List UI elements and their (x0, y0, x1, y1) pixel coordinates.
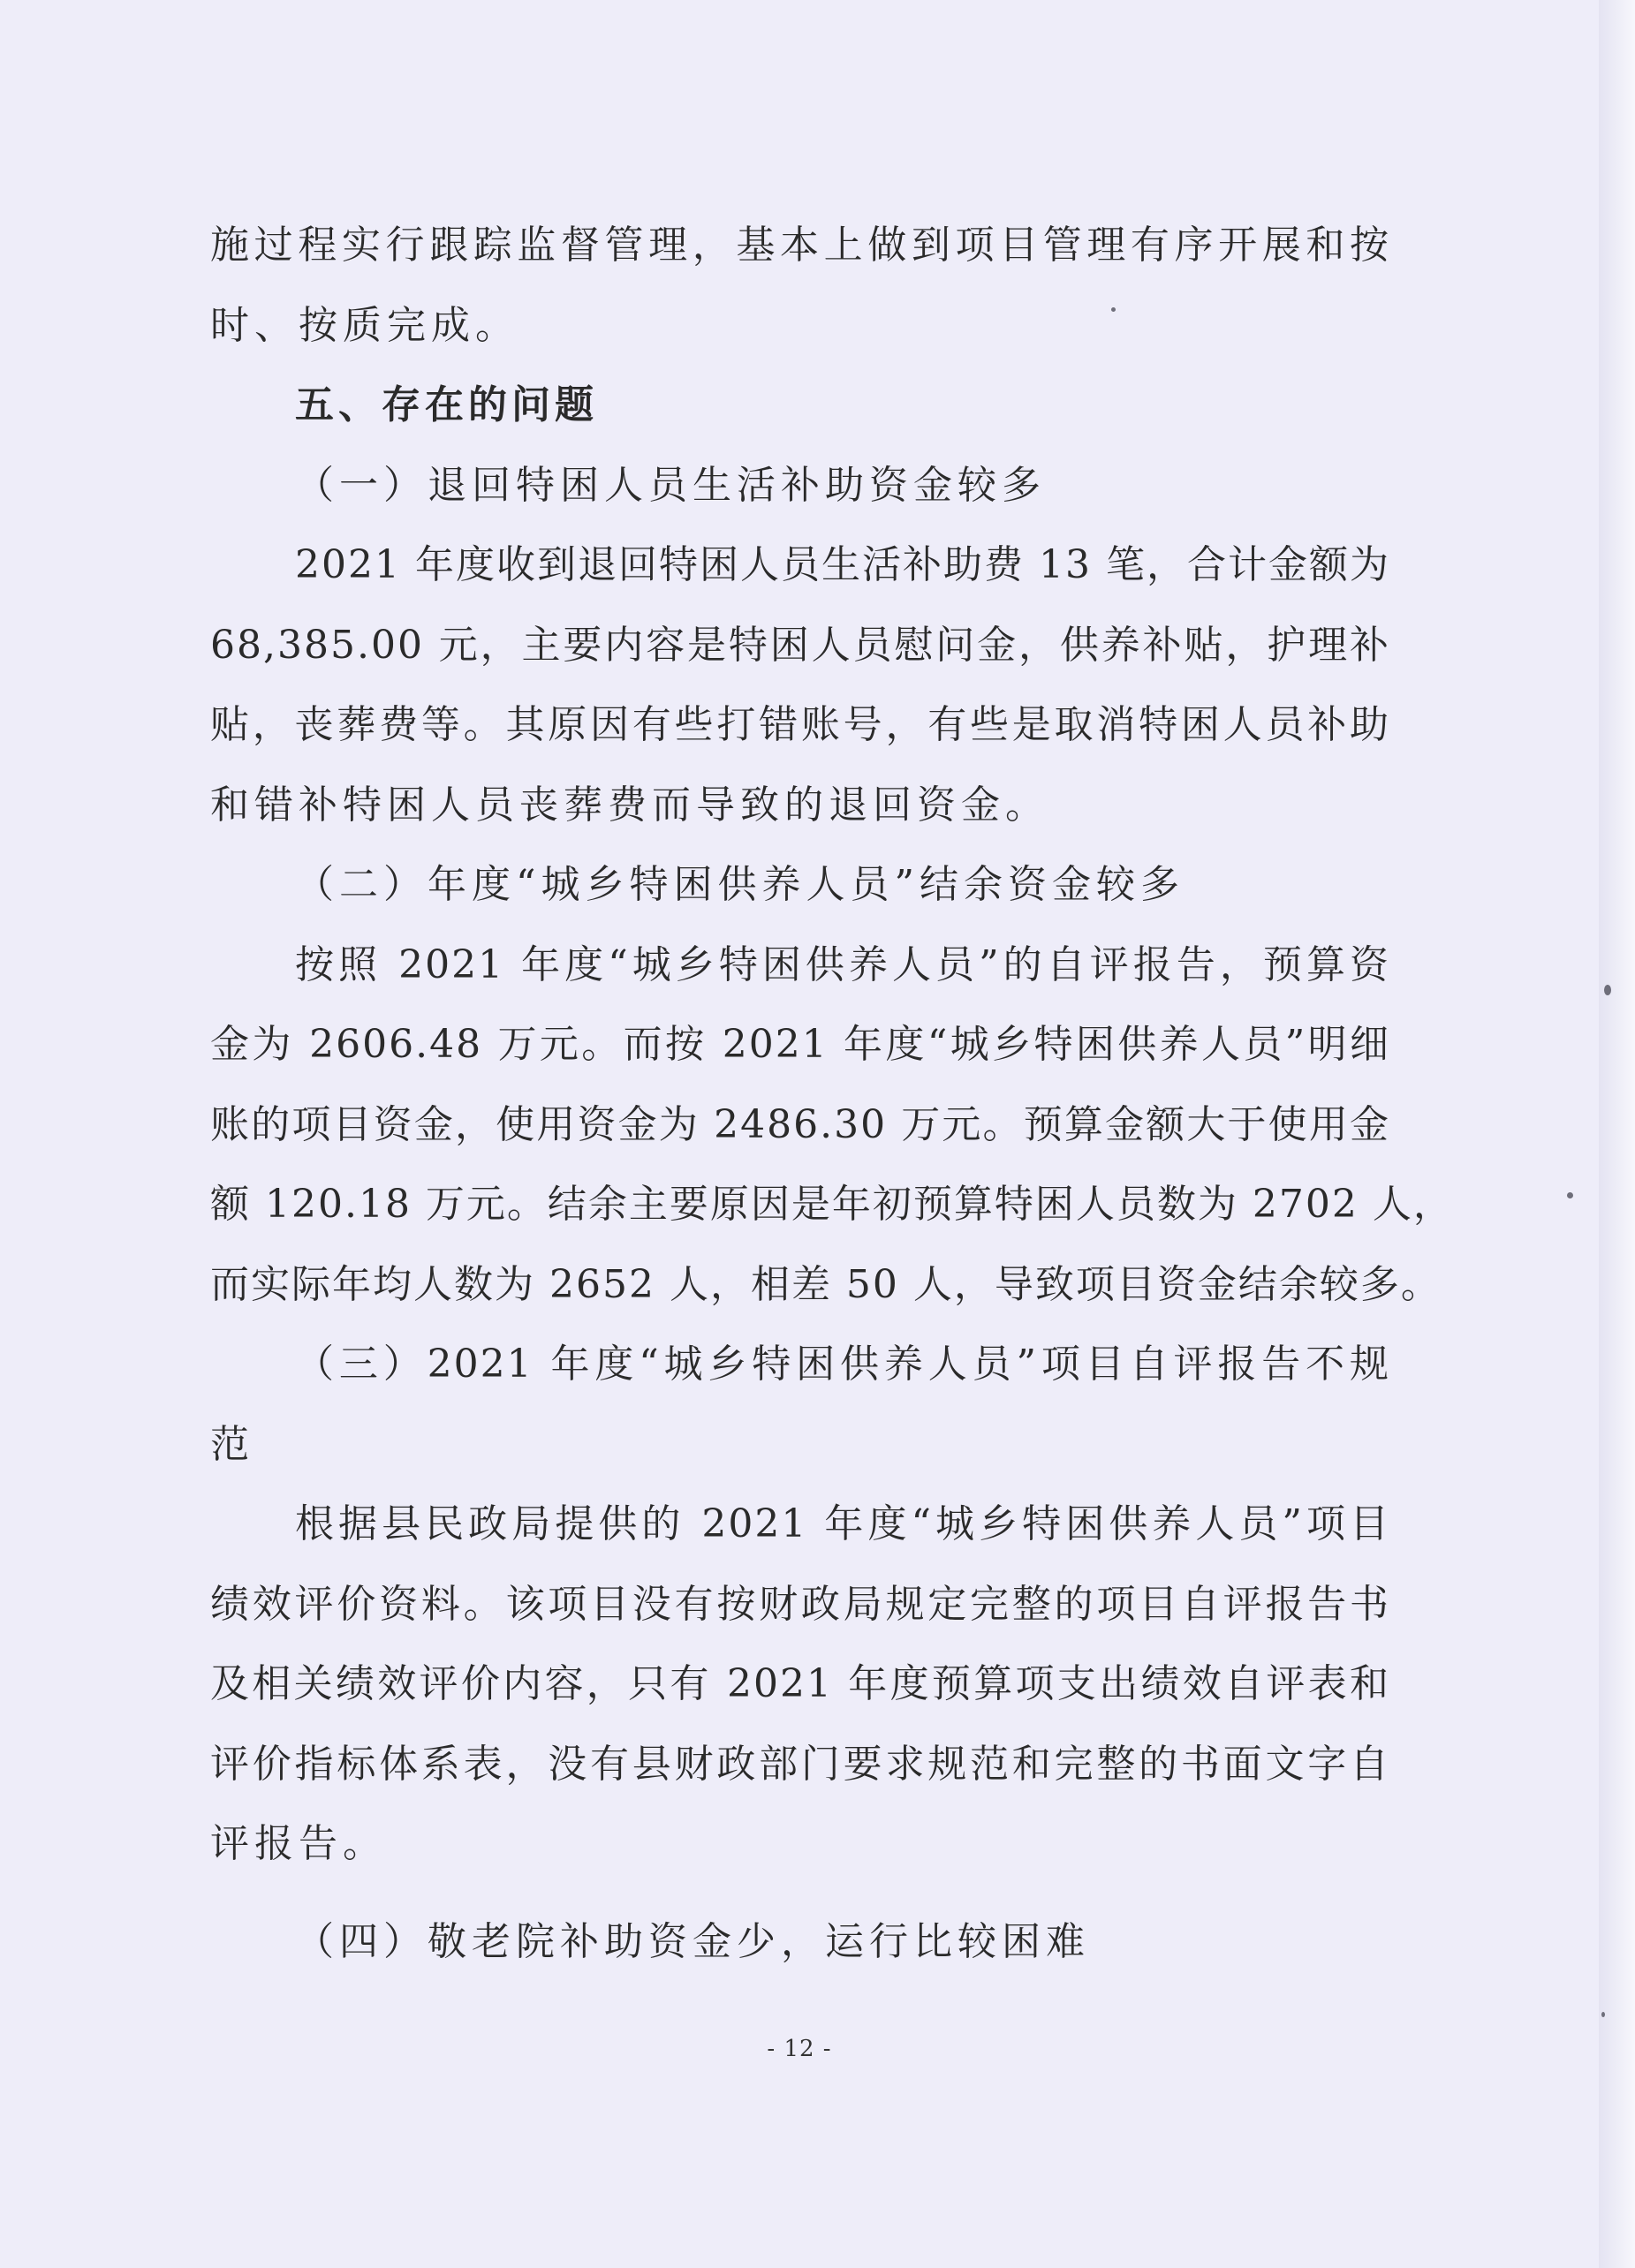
text-line: 账的项目资金，使用资金为 2486.30 万元。预算金额大于使用金 (210, 1102, 1390, 1147)
scan-speck (1601, 2012, 1605, 2017)
text-line: 而实际年均人数为 2652 人，相差 50 人，导致项目资金结余较多。 (210, 1262, 1442, 1307)
subsection-heading-continued: 范 (210, 1422, 254, 1467)
text-line: 时、按质完成。 (210, 303, 519, 348)
text-line: 施过程实行跟踪监督管理，基本上做到项目管理有序开展和按 (210, 223, 1390, 268)
text-line: 评价指标体系表，没有县财政部门要求规范和完整的书面文字自 (210, 1742, 1390, 1787)
section-heading: 五、存在的问题 (295, 382, 598, 427)
text-line: 额 120.18 万元。结余主要原因是年初预算特困人员数为 2702 人， (210, 1182, 1454, 1227)
text-line: 2021 年度收到退回特困人员生活补助费 13 笔，合计金额为 (295, 542, 1390, 587)
text-line: 绩效评价资料。该项目没有按财政局规定完整的项目自评报告书 (210, 1582, 1390, 1627)
page-number: - 12 - (767, 2036, 832, 2062)
subsection-heading: （三）2021 年度“城乡特困供养人员”项目自评报告不规 (295, 1342, 1390, 1387)
scan-speck (1111, 307, 1116, 312)
subsection-heading: （二）年度“城乡特困供养人员”结余资金较多 (295, 862, 1185, 907)
text-line: 按照 2021 年度“城乡特困供养人员”的自评报告，预算资 (295, 942, 1390, 987)
text-line: 评报告。 (210, 1821, 387, 1866)
text-line: 根据县民政局提供的 2021 年度“城乡特困供养人员”项目 (295, 1501, 1390, 1546)
text-line: 和错补特困人员丧葬费而导致的退回资金。 (210, 782, 1049, 828)
subsection-heading: （一）退回特困人员生活补助资金较多 (295, 463, 1046, 508)
text-line: 金为 2606.48 万元。而按 2021 年度“城乡特困供养人员”明细 (210, 1022, 1390, 1067)
scan-speck (1604, 985, 1611, 995)
subsection-heading: （四）敬老院补助资金少，运行比较困难 (295, 1919, 1090, 1964)
text-line: 68,385.00 元，主要内容是特困人员慰问金，供养补贴，护理补 (210, 623, 1390, 668)
text-line: 及相关绩效评价内容，只有 2021 年度预算项支出绩效自评表和 (210, 1661, 1390, 1706)
page-edge (1599, 0, 1635, 2268)
scan-speck (1567, 1192, 1573, 1198)
text-line: 贴，丧葬费等。其原因有些打错账号，有些是取消特困人员补助 (210, 702, 1390, 747)
